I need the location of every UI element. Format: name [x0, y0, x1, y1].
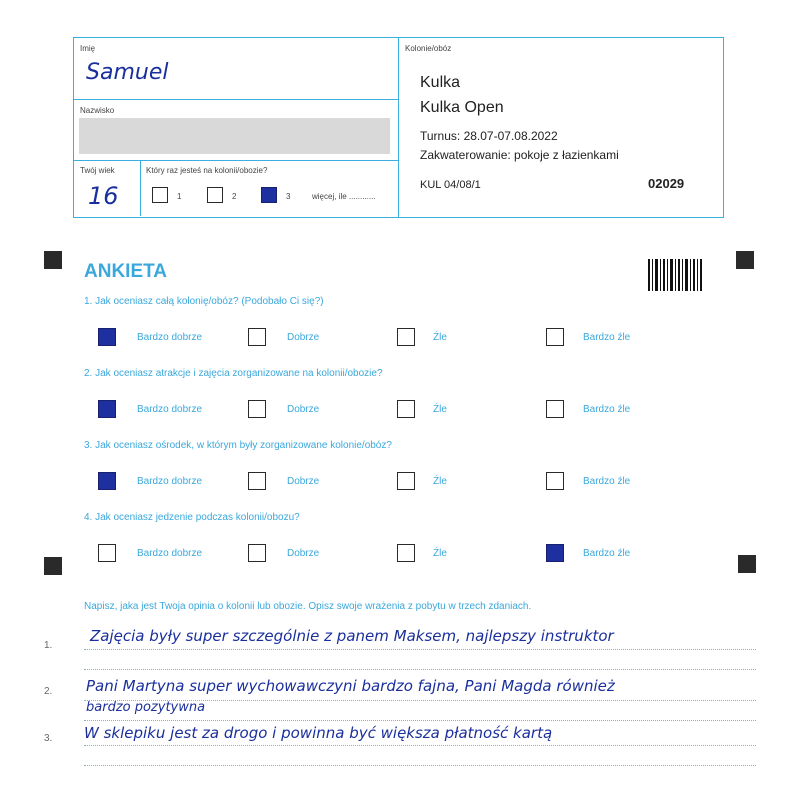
camp-name: Kulka: [420, 74, 461, 91]
answer-option-label: Źle: [433, 404, 447, 415]
name-label: Imię: [80, 44, 96, 53]
answer-checkbox[interactable]: [397, 472, 415, 490]
answer-option-label: Bardzo dobrze: [137, 404, 203, 415]
answer-line: [84, 765, 756, 766]
times-option-label: 3: [286, 192, 291, 201]
answer-line: [84, 649, 756, 650]
answer-number: 2.: [44, 686, 53, 697]
answer-checkbox[interactable]: [248, 328, 266, 346]
camp-subname: Kulka Open: [420, 99, 504, 116]
answer-option-label: Źle: [433, 548, 447, 559]
answer-checkbox[interactable]: [546, 544, 564, 562]
answer-2-text[interactable]: Pani Martyna super wychowawczyni bardzo fajna, Pani Magda również: [86, 677, 615, 695]
surname-label: Nazwisko: [80, 106, 115, 115]
answer-option-label: Bardzo źle: [583, 548, 631, 559]
answer-option-label: Dobrze: [287, 332, 320, 343]
form-number: 02029: [648, 176, 685, 191]
times-checkbox-3[interactable]: [261, 187, 277, 203]
answer-number: 1.: [44, 640, 53, 651]
answer-checkbox[interactable]: [98, 328, 116, 346]
divider-name: [74, 99, 398, 100]
answer-2-continuation[interactable]: bardzo pozytywna: [86, 700, 206, 715]
answer-option-label: Bardzo dobrze: [137, 476, 203, 487]
registration-marker: [738, 555, 756, 573]
times-option-label: 1: [177, 192, 182, 201]
opinion-prompt: Napisz, jaka jest Twoja opinia o kolonii lub obozie. Opisz swoje wrażenia z pobytu w trzech zdaniach.: [84, 601, 532, 612]
answer-checkbox[interactable]: [98, 472, 116, 490]
answer-checkbox[interactable]: [98, 400, 116, 418]
answer-option-label: Dobrze: [287, 476, 320, 487]
answer-checkbox[interactable]: [397, 400, 415, 418]
answer-1-text[interactable]: Zajęcia były super szczególnie z panem Maksem, najlepszy instruktor: [90, 627, 614, 645]
times-option-label: 2: [232, 192, 237, 201]
answer-option-label: Dobrze: [287, 548, 320, 559]
answer-checkbox[interactable]: [397, 544, 415, 562]
times-checkbox-1[interactable]: [152, 187, 168, 203]
answer-line: [84, 745, 756, 746]
answer-option-label: Źle: [433, 332, 447, 343]
times-checkbox-2[interactable]: [207, 187, 223, 203]
accommodation: Zakwaterowanie: pokoje z łazienkami: [420, 148, 619, 162]
answer-checkbox[interactable]: [546, 328, 564, 346]
answer-option-label: Bardzo źle: [583, 404, 631, 415]
answer-line: [84, 720, 756, 721]
camp-label: Kolonie/obóz: [405, 44, 452, 53]
answer-3-text[interactable]: W sklepiku jest za drogo i powinna być większa płatność kartą: [84, 724, 553, 742]
divider-surname: [74, 160, 398, 161]
times-label: Który raz jesteś na kolonii/obozie?: [146, 166, 268, 175]
answer-checkbox[interactable]: [397, 328, 415, 346]
code: KUL 04/08/1: [420, 179, 481, 191]
answer-checkbox[interactable]: [248, 472, 266, 490]
age-value[interactable]: 16: [88, 182, 119, 210]
question-text: 1. Jak oceniasz całą kolonię/obóz? (Podobało Ci się?): [84, 296, 324, 307]
survey-title: ANKIETA: [84, 261, 168, 282]
answer-checkbox[interactable]: [546, 472, 564, 490]
times-more-label: więcej, ile ............: [312, 192, 376, 201]
question-text: 2. Jak oceniasz atrakcje i zajęcia zorganizowane na kolonii/obozie?: [84, 368, 383, 379]
answer-number: 3.: [44, 733, 53, 744]
turnus: Turnus: 28.07-07.08.2022: [420, 129, 558, 143]
barcode-icon: [648, 259, 702, 291]
answer-option-label: Bardzo dobrze: [137, 548, 203, 559]
answer-checkbox[interactable]: [248, 400, 266, 418]
answer-checkbox[interactable]: [546, 400, 564, 418]
name-value[interactable]: Samuel: [86, 60, 169, 85]
answer-checkbox[interactable]: [248, 544, 266, 562]
question-text: 3. Jak oceniasz ośrodek, w którym były zorganizowane kolonie/obóz?: [84, 440, 392, 451]
registration-marker: [736, 251, 754, 269]
registration-marker: [44, 557, 62, 575]
answer-option-label: Dobrze: [287, 404, 320, 415]
divider-age: [140, 160, 141, 216]
answer-line: [84, 669, 756, 670]
question-text: 4. Jak oceniasz jedzenie podczas kolonii/obozu?: [84, 512, 300, 523]
answer-option-label: Źle: [433, 476, 447, 487]
registration-marker: [44, 251, 62, 269]
age-label: Twój wiek: [80, 166, 115, 175]
answer-option-label: Bardzo źle: [583, 476, 631, 487]
answer-option-label: Bardzo źle: [583, 332, 631, 343]
surname-redacted: [79, 118, 390, 154]
answer-checkbox[interactable]: [98, 544, 116, 562]
answer-option-label: Bardzo dobrze: [137, 332, 203, 343]
